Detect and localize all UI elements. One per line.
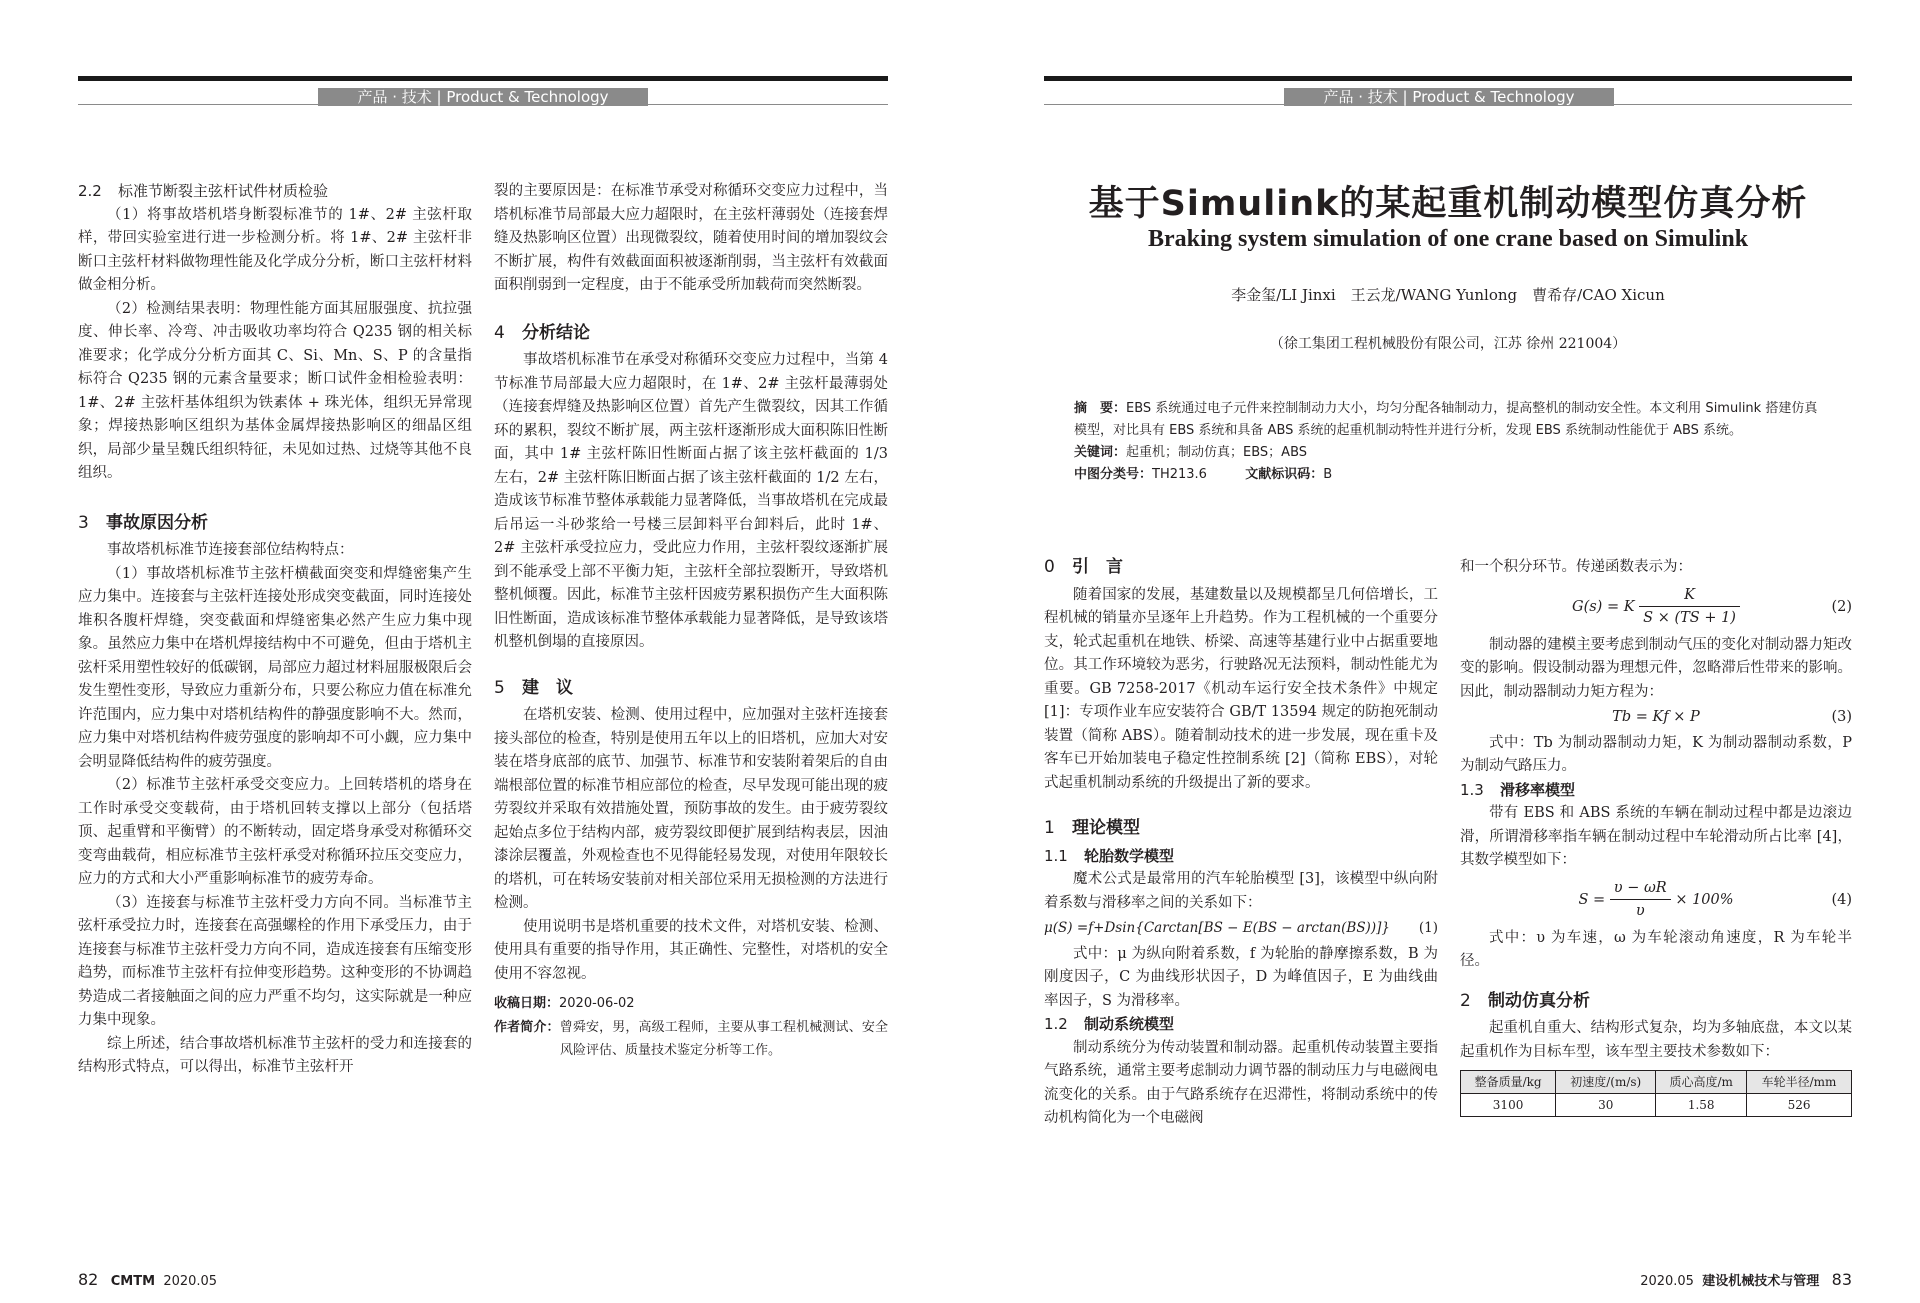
article-authors: 李金玺/LI Jinxi 王云龙/WANG Yunlong 曹希存/CAO Xicun	[1231, 286, 1665, 304]
formula-2: G(s) = K $\frac{K}{S \times (TS + 1)}$ (2)	[1460, 582, 1852, 632]
received-date: 收稿日期：2020-06-02	[494, 996, 635, 1011]
table-cell: 1.58	[1656, 1094, 1747, 1117]
paragraph: 和一个积分环节。传递函数表示为：	[1460, 559, 1692, 575]
section-2-heading: 2 制动仿真分析	[1460, 990, 1590, 1011]
table-header-cell: 质心高度/m	[1656, 1071, 1747, 1094]
classification: 中图分类号：TH213.6 文献标识码：B	[1074, 467, 1333, 482]
right-top-bar	[1044, 76, 1852, 81]
abstract: 摘 要：EBS 系统通过电子元件来控制制动力大小，均匀分配各轴制动力，提高整机的制动安全性。本文利用 Simulink 搭建仿真模型，对比具有 EBS 系统和具备 ABS 系统的起重机制动特性并进行分析，发现 EBS 系统制动性能优于 ABS 系统。	[1074, 401, 1818, 438]
keywords: 关键词：起重机；制动仿真；EBS；ABS	[1074, 445, 1308, 460]
formula-1: μ(S) =f+Dsin{Carctan[BS − E(BS − arctan(BS))]} (1)	[1044, 920, 1438, 936]
paragraph: （3）连接套与标准节主弦杆受力方向不同。当标准节主弦杆承受拉力时，连接套在高强螺栓的作用下承受压力，由于连接套与标准节主弦杆受力方向不同，造成连接套有压缩变形趋势，而标准节主弦杆有拉伸变形趋势。这种变形的不协调趋势造成二者接触面之间的应力严重不均匀，这实际就是一种应力集中现象。	[78, 894, 472, 1028]
right-header-tab: 产品 · 技术 | Product & Technology	[1284, 88, 1614, 106]
paragraph: 魔术公式是最常用的汽车轮胎模型 [3]，该模型中纵向附着系数与滑移率之间的关系如下：	[1044, 871, 1438, 911]
paragraph: 在塔机安装、检测、使用过程中，应加强对主弦杆连接套接头部位的检查，特别是使用五年以上的旧塔机，应加大对安装在塔身底部的底节、加强节、标准节和安装附着架后的自由端根部位置的标准节相应部位的检查，尽早发现可能出现的疲劳裂纹并采取有效措施处置，预防事故的发生。由于疲劳裂纹起始点多位于结构内部，疲劳裂纹即便扩展到结构表层，因油漆涂层覆盖，外观检查也不见得能轻易发现，对使用年限较长的塔机，可在转场安装前对相关部位采用无损检测的方法进行检测。	[494, 707, 888, 911]
table-cell: 3100	[1461, 1094, 1556, 1117]
left-top-bar	[78, 76, 888, 81]
paragraph: 事故塔机标准节在承受对称循环交变应力过程中，当第 4 节标准节局部最大应力超限时，在 1#、2# 主弦杆最薄弱处（连接套焊缝及热影响区位置）首先产生微裂纹，因其工作循环的累积，裂纹不断扩展，两主弦杆逐渐形成大面积陈旧性断面，其中 1# 主弦杆陈旧性断面占据了该主弦杆截面的 1/3 左右，2# 主弦杆陈旧断面占据了该主弦杆截面的 1/2 左右，造成该节标准节整体承载能力显著降低，当事故塔机在完成最后吊运一斗砂浆给一号楼三层卸料平台卸料后，此时 1#、2# 主弦杆承受拉应力，受此应力作用，主弦杆裂纹逐渐扩展到不能承受上部不平衡力矩，主弦杆全部拉裂断开，导致塔机整机倾覆。因此，标准节主弦杆因疲劳累积损伤产生大面积陈旧性断面，造成该标准节整体承载能力显著降低，是导致该塔机整机倒塌的直接原因。	[494, 352, 888, 650]
parameter-table	[1460, 1070, 1852, 1117]
formula-3: Tb = Kf × P (3)	[1612, 709, 1852, 725]
right-footer: 2020.05 建设机械技术与管理 83	[1640, 1270, 1852, 1289]
section-5-heading: 5 建 议	[494, 677, 573, 698]
table-cell: 526	[1747, 1094, 1852, 1117]
table-header-cell: 整备质量/kg	[1461, 1071, 1556, 1094]
left-page-column-2	[494, 180, 888, 1063]
paragraph: （2）检测结果表明：物理性能方面其屈服强度、抗拉强度、伸长率、冷弯、冲击吸收功率均符合 Q235 钢的相关标准要求；化学成分分析方面其 C、Si、Mn、S、P 的含量指标符合 Q235 钢的元素含量要求；断口试件金相检验表明：1#、2# 主弦杆基体组织为铁素体 + 珠光体，组织无异常现象；焊接热影响区组织为基体金属焊接热影响区的细晶区组织，局部少量呈魏氏组织特征，未见如过热、过烧等其他不良组织。	[78, 300, 472, 481]
right-page-column-1	[1044, 556, 1438, 1131]
table-header-cell: 车轮半径/mm	[1747, 1071, 1852, 1094]
paragraph: 式中：μ 为纵向附着系数，f 为轮胎的静摩擦系数，B 为刚度因子，C 为曲线形状因子，D 为峰值因子，E 为曲线曲率因子，S 为滑移率。	[1044, 945, 1438, 1009]
section-4-heading: 4 分析结论	[494, 322, 590, 343]
section-1-3-heading: 1.3 滑移率模型	[1460, 780, 1576, 799]
article-title-en: Braking system simulation of one crane based on Simulink	[1147, 226, 1749, 252]
table-header-cell: 初速度/(m/s)	[1556, 1071, 1656, 1094]
right-page-column-2	[1460, 556, 1852, 1117]
paragraph: 裂的主要原因是：在标准节承受对称循环交变应力过程中，当塔机标准节局部最大应力超限时，在主弦杆薄弱处（连接套焊缝及热影响区位置）出现微裂纹，随着使用时间的增加裂纹会不断扩展，构件有效截面面积被逐渐削弱，当主弦杆有效截面面积削弱到一定程度，由于不能承受所加载荷而突然断裂。	[494, 183, 888, 293]
section-0-heading: 0 引 言	[1044, 557, 1123, 577]
paragraph: 式中：υ 为车速，ω 为车轮滚动角速度，R 为车轮半径。	[1460, 929, 1852, 969]
paragraph: 使用说明书是塔机重要的技术文件，对塔机安装、检测、使用具有重要的指导作用，其正确性、完整性，对塔机的安全使用不容忽视。	[494, 918, 888, 982]
paragraph: 综上所述，结合事故塔机标准节主弦杆的受力和连接套的结构形式特点，可以得出，标准节主弦杆开	[78, 1035, 472, 1075]
paragraph: 制动系统分为传动装置和制动器。起重机传动装置主要指气路系统，通常主要考虑制动力调节器的制动压力与电磁阀电流变化的关系。由于气路系统存在迟滞性，将制动系统中的传动机构简化为一个电磁阀	[1044, 1039, 1438, 1126]
table-row	[1461, 1094, 1852, 1117]
paragraph: 随着国家的发展，基建数量以及规模都呈几何倍增长，工程机械的销量亦呈逐年上升趋势。作为工程机械的一个重要分支，轮式起重机在地铁、桥梁、高速等基建行业中占据重要地位。其工作环境较为恶劣，行驶路况无法预料，制动性能尤为重要。GB 7258-2017《机动车运行安全技术条件》中规定 [1]：专项作业车应安装符合 GB/T 13594 规定的防抱死制动装置（简称 ABS）。随着制动技术的进一步发展，现在重卡及客车已开始加装电子稳定性控制系统 [2]（简称 EBS），对轮式起重机制动系统的升级提出了新的要求。	[1044, 586, 1438, 791]
paragraph: （1）事故塔机标准节主弦杆横截面突变和焊缝密集产生应力集中。连接套与主弦杆连接处形成突变截面，同时连接处堆积各腹杆焊缝，突变截面和焊缝密集必然产生应力集中现象。虽然应力集中在塔机焊接结构中不可避免，但由于塔机主弦杆采用塑性较好的低碳钢，局部应力超过材料屈服极限后会发生塑性变形，导致应力重新分布，只要公称应力值在标准允许范围内，应力集中对塔机结构件的静强度影响不大。然而，应力集中对塔机结构件疲劳强度的影响却不可小觑，应力集中会明显降低结构件的疲劳强度。	[78, 565, 472, 770]
author-bio: 作者简介：曾舜安，男，高级工程师，主要从事工程机械测试、安全风险评估、质量技术鉴定分析等工作。	[494, 1019, 888, 1058]
section-1-heading: 1 理论模型	[1044, 818, 1140, 838]
section-2-2-heading: 2.2 标准节断裂主弦杆试件材质检验	[78, 182, 329, 200]
paragraph: （2）标准节主弦杆承受交变应力。上回转塔机的塔身在工作时承受交变载荷，由于塔机回转支撑以上部分（包括塔顶、起重臂和平衡臂）的不断转动，固定塔身承受对称循环交变弯曲载荷，相应标准节主弦杆承受对称循环拉压交变应力，应力的方式和大小严重影响标准节的疲劳寿命。	[78, 777, 472, 887]
table-cell: 30	[1556, 1094, 1656, 1117]
left-footer: 82 CMTM 2020.05	[78, 1270, 218, 1289]
paragraph: （1）将事故塔机塔身断裂标准节的 1#、2# 主弦杆取样，带回实验室进行进一步检测分析。将 1#、2# 主弦杆非断口主弦杆材料做物理性能及化学成分分析，断口主弦杆材料做金相分析。	[78, 206, 472, 293]
formula-4: S = $\frac{\upsilon - \omega R}{\upsilon}$ × 100% (4)	[1460, 875, 1852, 925]
table-header-row	[1461, 1071, 1852, 1094]
paragraph: 带有 EBS 和 ABS 系统的车辆在制动过程中都是边滚边滑，所谓滑移率指车辆在制动过程中车轮滑动所占比率 [4]，其数学模型如下：	[1460, 805, 1852, 868]
left-header-tab: 产品 · 技术 | Product & Technology	[318, 88, 648, 106]
abstract-block	[1074, 398, 1819, 486]
section-1-1-heading: 1.1 轮胎数学模型	[1044, 846, 1175, 865]
paragraph: 制动器的建模主要考虑到制动气压的变化对制动器力矩改变的影响。假设制动器为理想元件，忽略滞后性带来的影响。因此，制动器制动力矩方程为：	[1460, 636, 1852, 700]
paragraph: 事故塔机标准节连接套部位结构特点：	[107, 542, 354, 558]
paragraph: 起重机自重大、结构形式复杂，均为多轴底盘，本文以某起重机作为目标车型，该车型主要技术参数如下：	[1460, 1020, 1852, 1060]
article-affiliation: （徐工集团工程机械股份有限公司，江苏 徐州 221004）	[1269, 336, 1627, 352]
left-page-column-1	[78, 180, 472, 1080]
paragraph: 式中：Tb 为制动器制动力矩，K 为制动器制动系数，P 为制动气路压力。	[1460, 734, 1852, 774]
section-1-2-heading: 1.2 制动系统模型	[1044, 1015, 1175, 1033]
section-3-heading: 3 事故原因分析	[78, 512, 208, 533]
article-title-cn: 基于Simulink的某起重机制动模型仿真分析	[1088, 184, 1808, 224]
